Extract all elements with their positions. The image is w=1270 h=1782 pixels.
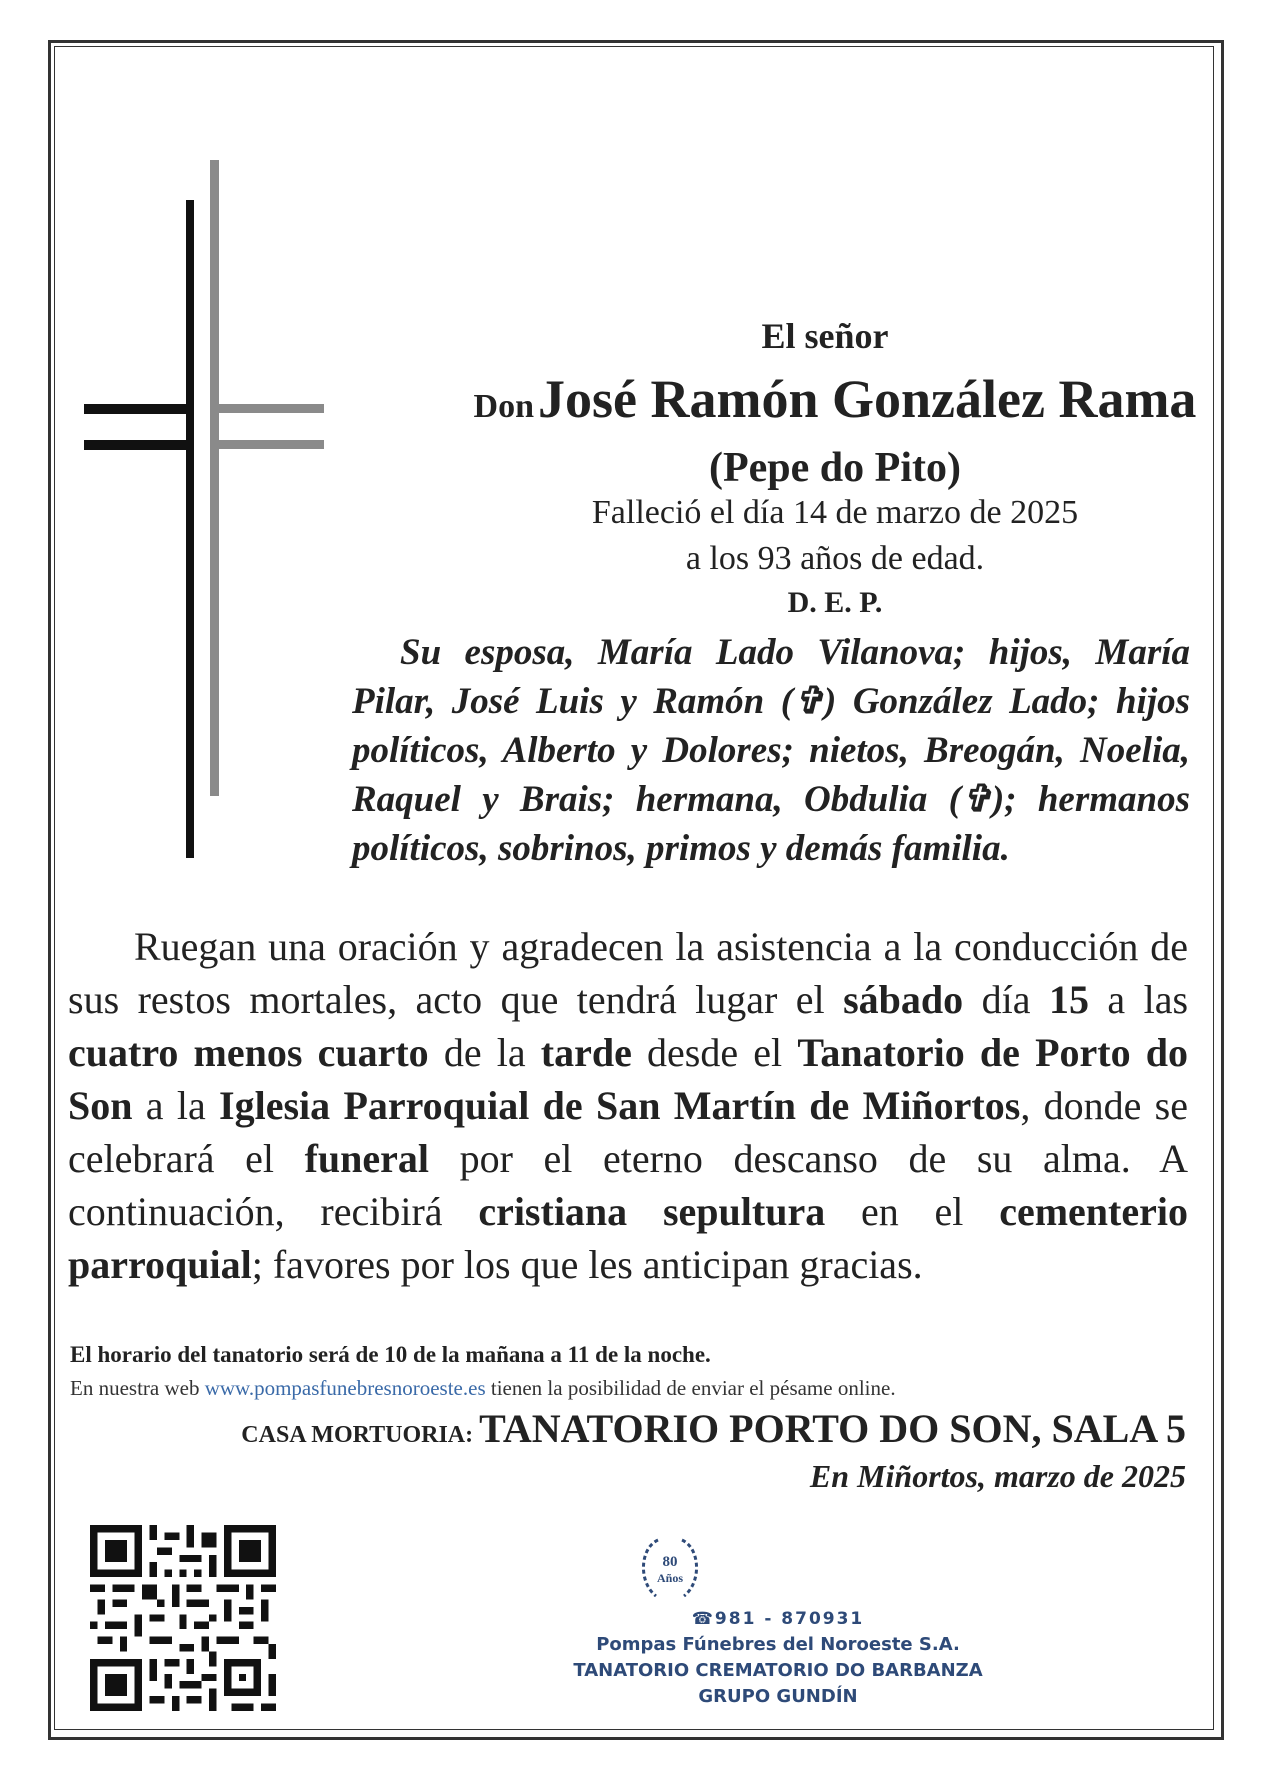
bold-church: Iglesia Parroquial de San Martín de Miñortos [219,1083,1021,1128]
bold-day: sábado [843,977,964,1022]
company-name: Pompas Fúnebres del Noroeste S.A. [596,1634,960,1655]
phone-number: ☎981 - 870931 [691,1609,865,1629]
website-link[interactable]: www.pompasfunebresnoroeste.es [204,1376,486,1400]
web-prefix: En nuestra web [70,1376,205,1400]
badge-number: 80 [662,1554,678,1570]
text-run: ; favores por los que les anticipan gracias. [251,1242,923,1287]
place-date: En Miñortos, marzo de 2025 [809,1458,1186,1494]
text-run: de la [428,1030,541,1075]
announcement-paragraph [68,920,1188,1291]
age-text: a los 93 años de edad. [685,540,985,577]
schedule-note: El horario del tanatorio será de 10 de la mañana a 11 de la noche. [70,1342,711,1367]
text-run: por el eterno descanso de su alma. A continuación, recibirá [68,1136,1188,1234]
death-date: Falleció el día 14 de marzo de 2025 [591,494,1079,531]
text-run: , donde se celebrará el [68,1083,1189,1181]
bold-cemetery: cementerio parroquial [68,1189,1188,1287]
bold-period: tarde [540,1030,632,1075]
bold-date: 15 [1048,977,1089,1022]
text-run: a la [132,1083,220,1128]
text-run: desde el [631,1030,798,1075]
bold-burial: cristiana sepultura [478,1189,826,1234]
casa-label: CASA MORTUORIA: [241,1422,480,1448]
intro-text: El señor [761,316,889,356]
bold-funeral: funeral [304,1136,430,1181]
anniversary-badge-icon [628,1526,712,1610]
family-paragraph [352,628,1190,873]
text-run: día [963,977,1049,1022]
casa-value: TANATORIO PORTO DO SON, SALA 5 [479,1406,1186,1451]
small-cross-icon: ✞ [793,681,825,722]
nickname: (Pepe do Pito) [709,445,961,491]
deceased-name [200,368,1270,430]
small-cross-icon: ✞ [960,779,992,820]
web-suffix: tienen la posibilidad de enviar el pésame online. [485,1376,896,1400]
family-part-3: ); hermanos políticos, sobrinos, primos y demás familia. [352,779,1190,869]
family-part-1: Su esposa, María Lado Vilanova; hijos, María Pilar, José Luis y Ramón ( [352,632,1190,722]
bold-time: cuatro menos cuarto [68,1030,429,1075]
text-run: en el [825,1189,1000,1234]
family-part-2: ) González Lado; hijos políticos, Alberto y Dolores; nietos, Breogán, Noelia, Raquel y Brais; hermana, Obdulia ( [352,681,1191,820]
tanatorio-name: TANATORIO CREMATORIO DO BARBANZA [573,1660,983,1681]
dep-text: D. E. P. [787,586,883,619]
text-run: Ruegan una oración y agradecen la asistencia a la conducción de sus restos mortales, acto que tendrá lugar el [68,924,1188,1022]
full-name: José Ramón González Rama [538,369,1197,429]
title-prefix: Don [473,388,535,425]
web-note [70,1376,896,1401]
casa-mortuoria [241,1405,1186,1452]
badge-word: Años [656,1571,684,1585]
text-run: a las [1088,977,1189,1022]
group-name: GRUPO GUNDÍN [698,1686,858,1707]
bold-tanatorio: Tanatorio de Porto do Son [68,1030,1189,1128]
